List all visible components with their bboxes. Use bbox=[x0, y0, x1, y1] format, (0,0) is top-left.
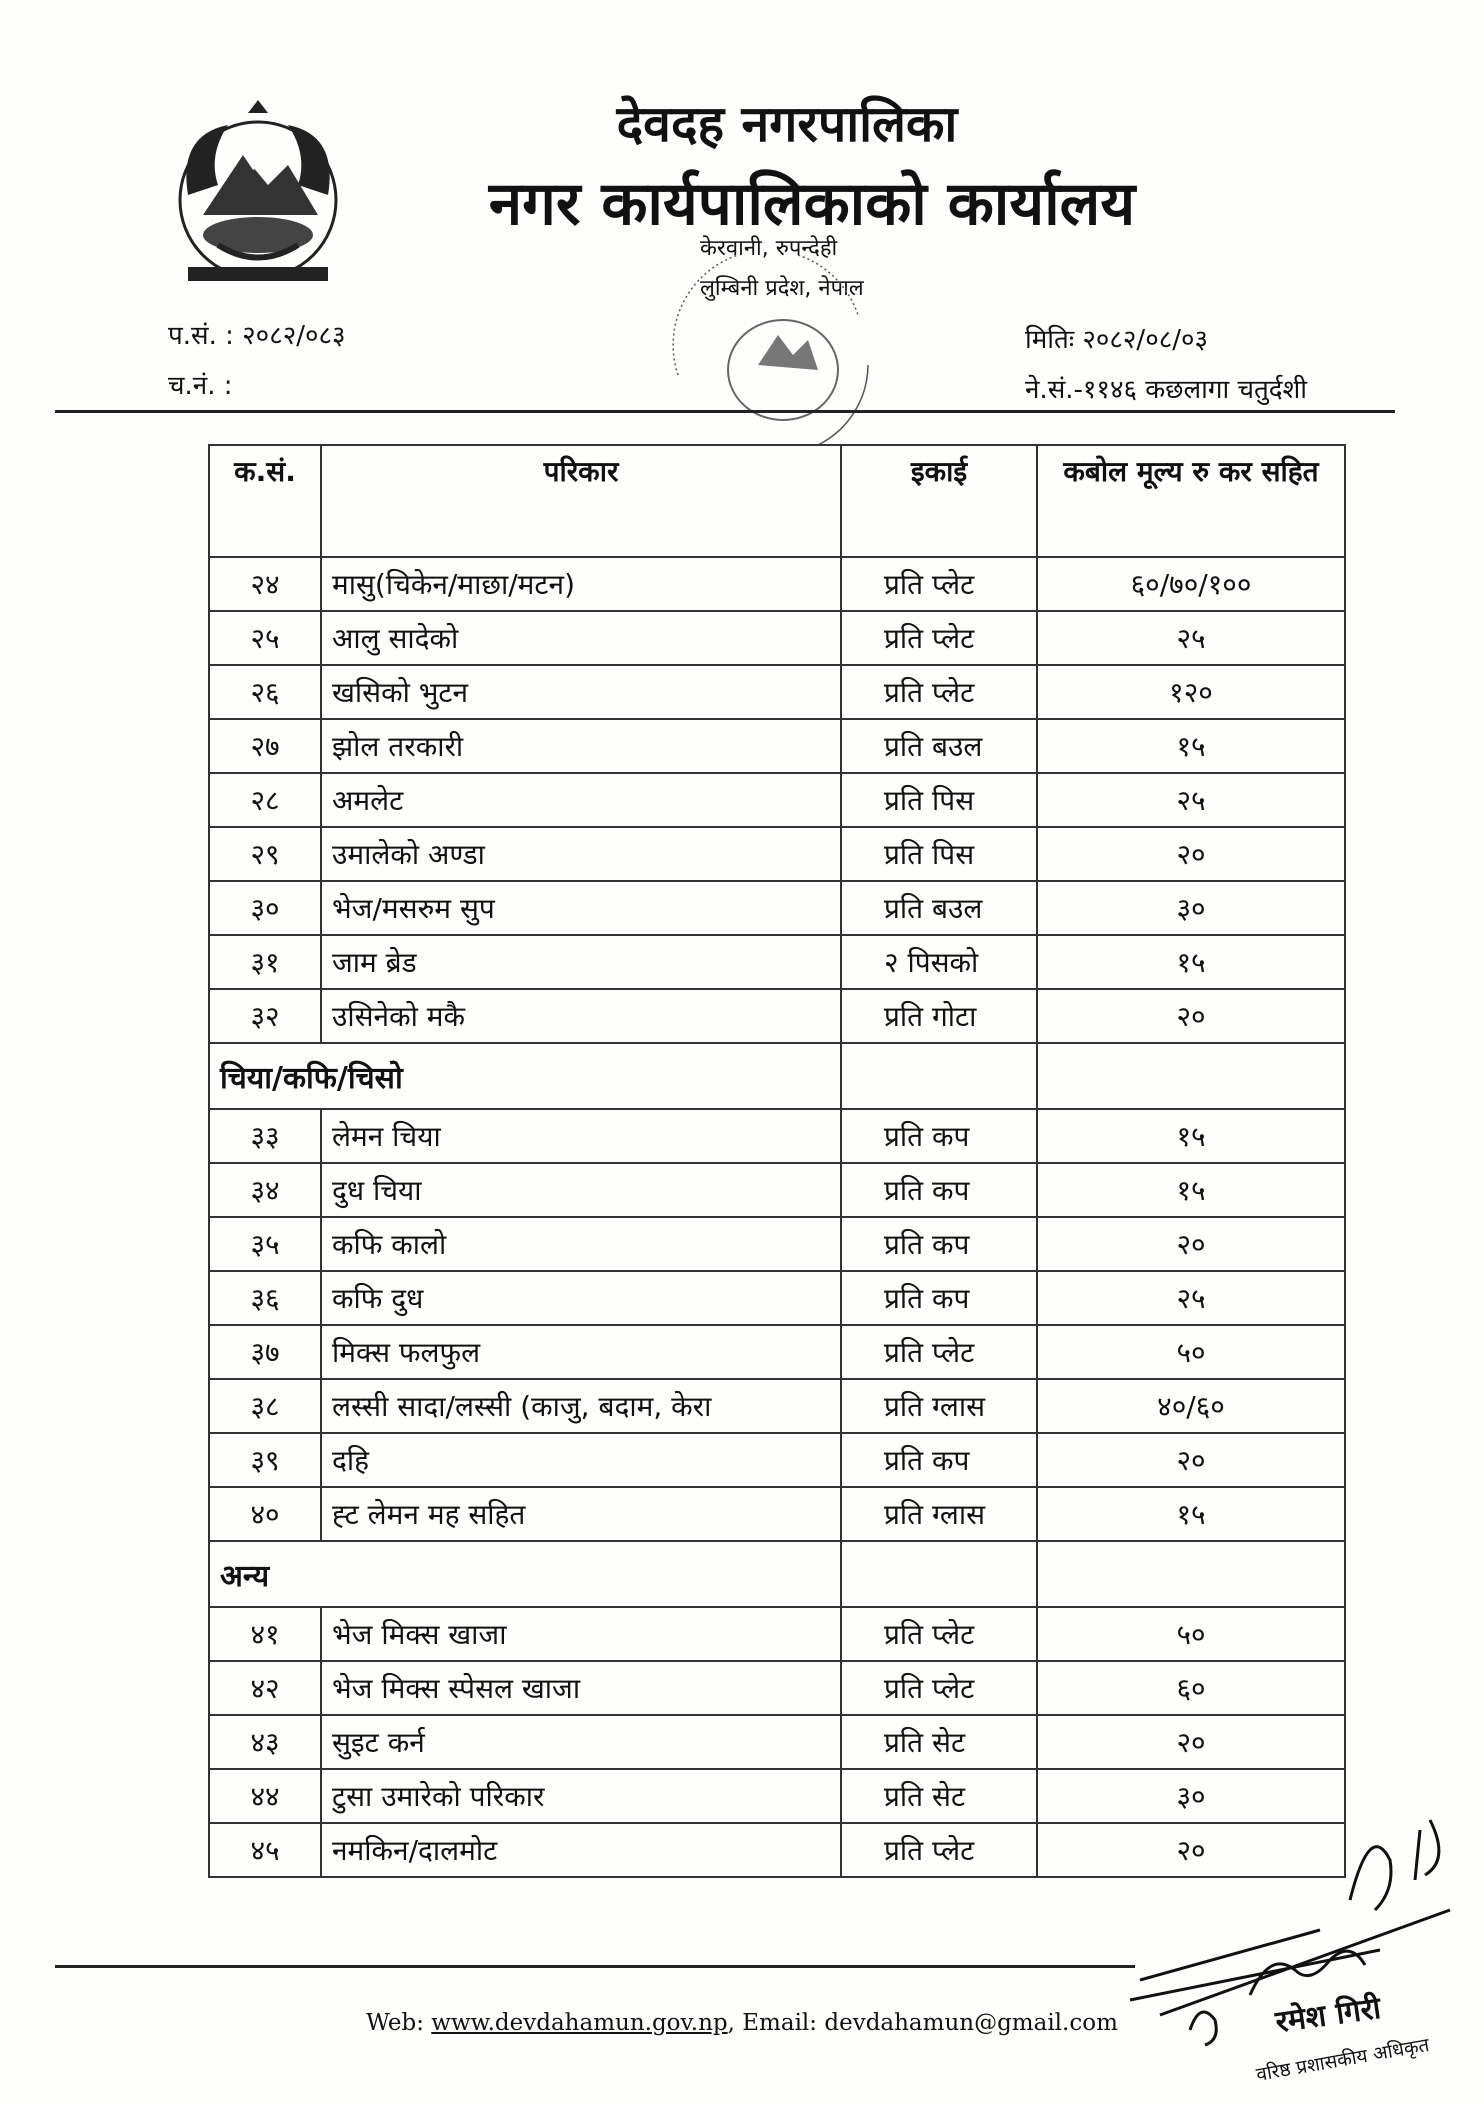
item-cell: लस्सी सादा/लस्सी (काजु, बदाम, केरा bbox=[321, 1379, 841, 1433]
header-unit: इकाई bbox=[841, 445, 1037, 557]
price-cell: ४०/६० bbox=[1037, 1379, 1345, 1433]
price-cell: ६० bbox=[1037, 1661, 1345, 1715]
item-cell: टुसा उमारेको परिकार bbox=[321, 1769, 841, 1823]
price-cell: ५० bbox=[1037, 1325, 1345, 1379]
table-row bbox=[209, 1379, 1345, 1433]
table-row bbox=[209, 719, 1345, 773]
unit-cell: प्रति प्लेट bbox=[841, 1661, 1037, 1715]
serial-cell: ४१ bbox=[209, 1607, 321, 1661]
item-cell: उसिनेको मकै bbox=[321, 989, 841, 1043]
table-row bbox=[209, 1487, 1345, 1541]
item-cell: सुइट कर्न bbox=[321, 1715, 841, 1769]
table-row bbox=[209, 1661, 1345, 1715]
table-row bbox=[209, 773, 1345, 827]
unit-cell: प्रति प्लेट bbox=[841, 665, 1037, 719]
price-cell: २० bbox=[1037, 1433, 1345, 1487]
unit-cell: प्रति कप bbox=[841, 1271, 1037, 1325]
serial-cell: ४२ bbox=[209, 1661, 321, 1715]
nepal-sambat-date: ने.सं.-११४६ कछलागा चतुर्दशी bbox=[1025, 375, 1308, 405]
price-cell: १५ bbox=[1037, 719, 1345, 773]
unit-cell: प्रति कप bbox=[841, 1163, 1037, 1217]
section-row-other bbox=[209, 1541, 1345, 1607]
header-serial: क.सं. bbox=[209, 445, 321, 557]
table-row bbox=[209, 1433, 1345, 1487]
unit-cell: प्रति प्लेट bbox=[841, 611, 1037, 665]
table-row bbox=[209, 1271, 1345, 1325]
price-cell: १५ bbox=[1037, 935, 1345, 989]
unit-cell: प्रति प्लेट bbox=[841, 1823, 1037, 1877]
table-row bbox=[209, 665, 1345, 719]
serial-cell: ३० bbox=[209, 881, 321, 935]
serial-cell: ४३ bbox=[209, 1715, 321, 1769]
serial-cell: ४५ bbox=[209, 1823, 321, 1877]
unit-cell: प्रति पिस bbox=[841, 827, 1037, 881]
serial-cell: २७ bbox=[209, 719, 321, 773]
table-row bbox=[209, 881, 1345, 935]
header-price: कबोल मूल्य रु कर सहित bbox=[1037, 445, 1345, 557]
price-cell: २० bbox=[1037, 1715, 1345, 1769]
table-row bbox=[209, 611, 1345, 665]
unit-cell: प्रति गोटा bbox=[841, 989, 1037, 1043]
empty-cell bbox=[1037, 1043, 1345, 1109]
table-row bbox=[209, 1217, 1345, 1271]
unit-cell: प्रति बउल bbox=[841, 881, 1037, 935]
unit-cell: प्रति प्लेट bbox=[841, 557, 1037, 611]
empty-cell bbox=[1037, 1541, 1345, 1607]
table-row bbox=[209, 1607, 1345, 1661]
table-row bbox=[209, 827, 1345, 881]
dispatch-number: च.नं. : bbox=[168, 371, 233, 401]
unit-cell: प्रति प्लेट bbox=[841, 1607, 1037, 1661]
table-row bbox=[209, 557, 1345, 611]
table-row bbox=[209, 1163, 1345, 1217]
table-row bbox=[209, 1109, 1345, 1163]
serial-cell: ४४ bbox=[209, 1769, 321, 1823]
price-cell: २५ bbox=[1037, 1271, 1345, 1325]
serial-cell: ३१ bbox=[209, 935, 321, 989]
serial-cell: ३२ bbox=[209, 989, 321, 1043]
serial-cell: ३६ bbox=[209, 1271, 321, 1325]
unit-cell: प्रति कप bbox=[841, 1109, 1037, 1163]
item-cell: अमलेट bbox=[321, 773, 841, 827]
table-header-row bbox=[209, 445, 1345, 557]
empty-cell bbox=[841, 1043, 1037, 1109]
item-cell: आलु सादेको bbox=[321, 611, 841, 665]
item-cell: मिक्स फलफुल bbox=[321, 1325, 841, 1379]
email-link[interactable]: devdahamun@gmail.com bbox=[824, 2010, 1118, 2036]
price-cell: ५० bbox=[1037, 1607, 1345, 1661]
item-cell: नमकिन/दालमोट bbox=[321, 1823, 841, 1877]
price-cell: २० bbox=[1037, 1823, 1345, 1877]
unit-cell: प्रति कप bbox=[841, 1217, 1037, 1271]
serial-cell: २६ bbox=[209, 665, 321, 719]
address-line-2: लुम्बिनी प्रदेश, नेपाल bbox=[700, 276, 864, 301]
serial-cell: ३५ bbox=[209, 1217, 321, 1271]
section-title: अन्य bbox=[209, 1541, 841, 1607]
price-cell: २० bbox=[1037, 1217, 1345, 1271]
serial-cell: २५ bbox=[209, 611, 321, 665]
header-divider bbox=[55, 410, 1395, 413]
unit-cell: प्रति सेट bbox=[841, 1715, 1037, 1769]
item-cell: भेज/मसरुम सुप bbox=[321, 881, 841, 935]
website-link[interactable]: www.devdahamun.gov.np bbox=[431, 2010, 728, 2036]
item-cell: मासु(चिकेन/माछा/मटन) bbox=[321, 557, 841, 611]
price-cell: ३० bbox=[1037, 1769, 1345, 1823]
table-row bbox=[209, 989, 1345, 1043]
price-cell: २५ bbox=[1037, 611, 1345, 665]
item-cell: ह्ट लेमन मह सहित bbox=[321, 1487, 841, 1541]
reference-number: प.सं. : २०८२/०८३ bbox=[168, 321, 346, 351]
item-cell: दहि bbox=[321, 1433, 841, 1487]
header-item: परिकार bbox=[321, 445, 841, 557]
price-cell: २० bbox=[1037, 827, 1345, 881]
unit-cell: प्रति सेट bbox=[841, 1769, 1037, 1823]
serial-cell: ३८ bbox=[209, 1379, 321, 1433]
item-cell: लेमन चिया bbox=[321, 1109, 841, 1163]
item-cell: दुध चिया bbox=[321, 1163, 841, 1217]
item-cell: कफि दुध bbox=[321, 1271, 841, 1325]
unit-cell: प्रति ग्लास bbox=[841, 1379, 1037, 1433]
office-stamp-icon bbox=[618, 255, 898, 455]
unit-cell: २ पिसको bbox=[841, 935, 1037, 989]
price-cell: ६०/७०/१०० bbox=[1037, 557, 1345, 611]
web-label: Web: bbox=[366, 2010, 424, 2036]
serial-cell: ३९ bbox=[209, 1433, 321, 1487]
price-cell: १५ bbox=[1037, 1487, 1345, 1541]
item-cell: जाम ब्रेड bbox=[321, 935, 841, 989]
table-row bbox=[209, 1325, 1345, 1379]
serial-cell: ३३ bbox=[209, 1109, 321, 1163]
office-name: नगर कार्यपालिकाको कार्यालय bbox=[488, 169, 1136, 239]
serial-cell: २८ bbox=[209, 773, 321, 827]
section-row-drinks bbox=[209, 1043, 1345, 1109]
price-cell: २० bbox=[1037, 989, 1345, 1043]
email-label: , Email: bbox=[727, 2010, 818, 2036]
item-cell: उमालेको अण्डा bbox=[321, 827, 841, 881]
serial-cell: ४० bbox=[209, 1487, 321, 1541]
footer-divider bbox=[55, 1965, 1135, 1968]
municipality-name: देवदह नगरपालिका bbox=[616, 94, 958, 153]
item-cell: झोल तरकारी bbox=[321, 719, 841, 773]
unit-cell: प्रति प्लेट bbox=[841, 1325, 1037, 1379]
signatory-name: रमेश गिरी bbox=[1273, 1990, 1383, 2041]
table-body bbox=[209, 557, 1345, 1877]
item-cell: भेज मिक्स खाजा bbox=[321, 1607, 841, 1661]
serial-cell: ३७ bbox=[209, 1325, 321, 1379]
serial-cell: २९ bbox=[209, 827, 321, 881]
item-cell: कफि कालो bbox=[321, 1217, 841, 1271]
table-row bbox=[209, 1715, 1345, 1769]
serial-cell: ३४ bbox=[209, 1163, 321, 1217]
address-line-1: केरवानी, रुपन्देही bbox=[700, 236, 838, 261]
price-cell: २५ bbox=[1037, 773, 1345, 827]
empty-cell bbox=[841, 1541, 1037, 1607]
price-cell: १५ bbox=[1037, 1163, 1345, 1217]
price-cell: ३० bbox=[1037, 881, 1345, 935]
price-cell: १५ bbox=[1037, 1109, 1345, 1163]
signatory-title: वरिष्ठ प्रशासकीय अधिकृत bbox=[1254, 2033, 1431, 2087]
serial-cell: २४ bbox=[209, 557, 321, 611]
price-cell: १२० bbox=[1037, 665, 1345, 719]
price-table bbox=[208, 444, 1346, 1878]
date-text: मितिः २०८२/०८/०३ bbox=[1025, 325, 1209, 355]
unit-cell: प्रति बउल bbox=[841, 719, 1037, 773]
item-cell: खसिको भुटन bbox=[321, 665, 841, 719]
unit-cell: प्रति कप bbox=[841, 1433, 1037, 1487]
unit-cell: प्रति पिस bbox=[841, 773, 1037, 827]
section-title: चिया/कफि/चिसो bbox=[209, 1043, 841, 1109]
item-cell: भेज मिक्स स्पेसल खाजा bbox=[321, 1661, 841, 1715]
unit-cell: प्रति ग्लास bbox=[841, 1487, 1037, 1541]
table-row bbox=[209, 935, 1345, 989]
